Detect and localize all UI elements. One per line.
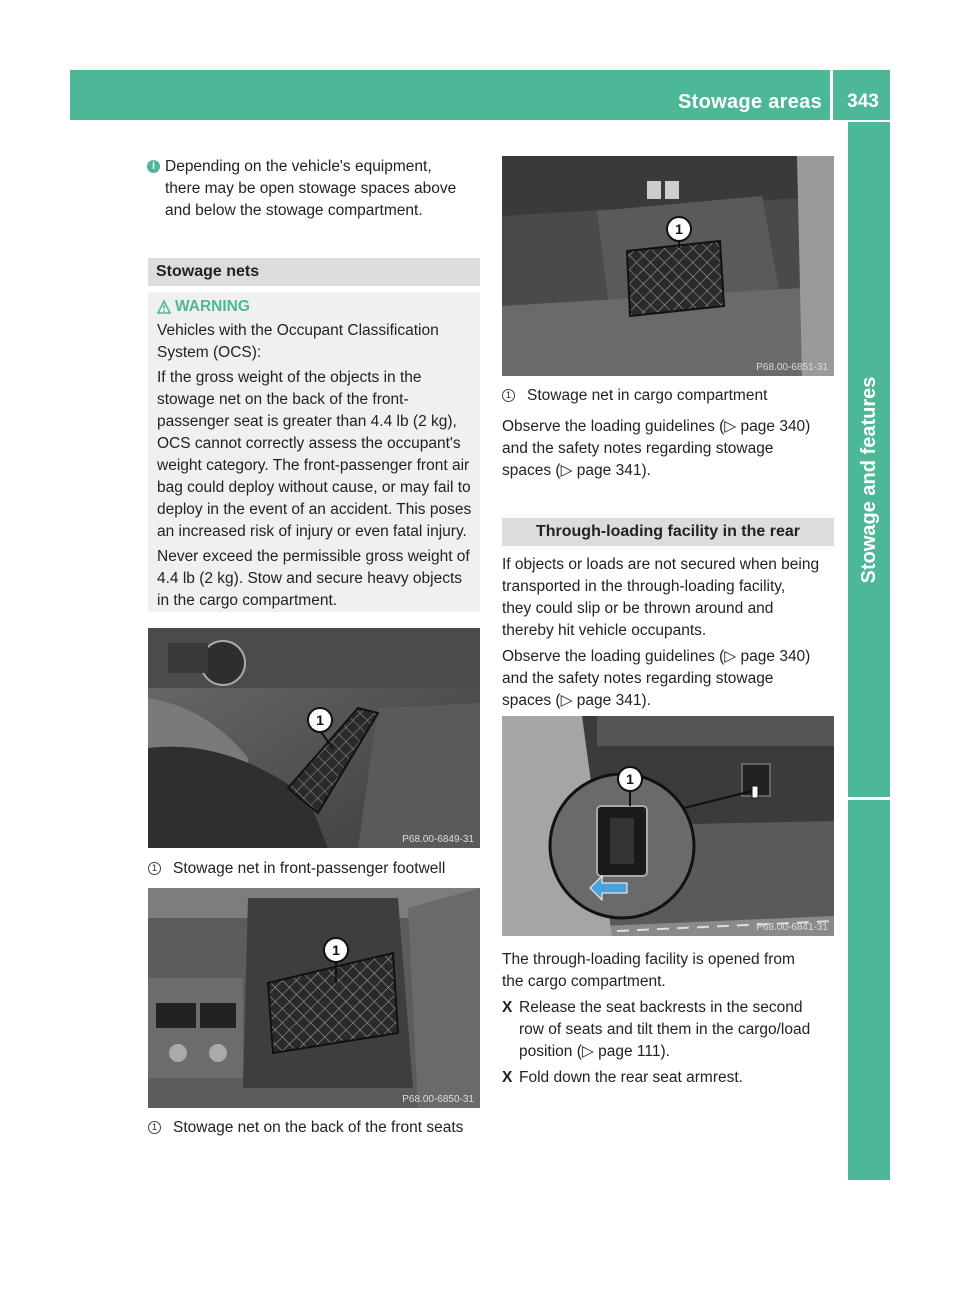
warning-line: Never exceed the permissible gross weight of [157, 548, 470, 565]
image-code: P68.00-6851-31 [756, 362, 828, 373]
warning-line: stowage net on the back of the front- [157, 391, 409, 408]
text-line: Observe the loading guidelines (▷ page 340) [502, 418, 811, 435]
text-line: transported in the through-loading facility, [502, 578, 786, 595]
instruction-step [502, 997, 834, 1063]
text-line: Observe the loading guidelines (▷ page 340) [502, 648, 811, 665]
warning-triangle-icon [157, 300, 171, 314]
warning-line: If the gross weight of the objects in the [157, 369, 422, 386]
callout-number: 1 [675, 221, 683, 237]
warning-line: passenger seat is greater than 4.4 lb (2 kg), [157, 413, 457, 430]
callout-marker: 1 [502, 389, 515, 402]
step-marker: X [502, 1069, 513, 1086]
warning-line: bag could deploy without cause, or may fail to [157, 479, 471, 496]
warning-line: System (OCS): [157, 344, 262, 361]
warning-box [148, 292, 480, 612]
warning-line: weight category. The front-passenger front air [157, 457, 470, 474]
warning-line: an increased risk of injury or even fatal injury. [157, 523, 467, 540]
text-line: thereby hit vehicle occupants. [502, 622, 707, 639]
callout-marker: 1 [148, 862, 161, 875]
section-heading-stowage-nets [148, 258, 480, 286]
section-heading-through-loading [502, 518, 834, 546]
caption-footwell [148, 858, 480, 880]
instruction-steps [502, 997, 834, 1089]
text-line: The through-loading facility is opened from [502, 951, 795, 968]
image-footwell-net [148, 628, 480, 848]
text-line: they could slip or be thrown around and [502, 600, 774, 617]
callout-number: 1 [316, 712, 324, 728]
image-seatback-net [148, 888, 480, 1108]
warning-title: WARNING [175, 298, 250, 315]
text-line: Fold down the rear seat armrest. [519, 1069, 743, 1086]
image-code: P68.00-6841-31 [756, 922, 828, 933]
text-line: and the safety notes regarding stowage [502, 670, 774, 687]
warning-line: in the cargo compartment. [157, 592, 338, 609]
page-number: 343 [847, 91, 879, 112]
callout-number: 1 [626, 771, 634, 787]
image-code: P68.00-6850-31 [402, 1094, 474, 1105]
text-line: the cargo compartment. [502, 973, 666, 990]
warning-line: OCS cannot correctly assess the occupant's [157, 435, 461, 452]
text-line: spaces (▷ page 341). [502, 692, 651, 709]
through-loading-open-para [502, 949, 834, 993]
image-cargo-net [502, 156, 834, 376]
text-line: position (▷ page 111). [519, 1043, 670, 1060]
caption-cargo-net [502, 385, 834, 407]
instruction-step [502, 1067, 834, 1089]
callout-number: 1 [332, 942, 340, 958]
header-separator [830, 70, 833, 120]
callout-marker: 1 [148, 1121, 161, 1134]
section-heading-text: Stowage nets [156, 263, 260, 280]
side-tab-label: Stowage and features [858, 376, 880, 584]
text-line: row of seats and tilt them in the cargo/load [519, 1021, 811, 1038]
warning-line: Vehicles with the Occupant Classification [157, 322, 439, 339]
image-through-loading [502, 716, 834, 936]
text-line: Release the seat backrests in the second [519, 999, 803, 1016]
loading-guidelines-para [502, 416, 834, 482]
info-note-line: Depending on the vehicle's equipment, [165, 158, 432, 175]
caption-text: Stowage net in front-passenger footwell [173, 860, 446, 877]
warning-line: 4.4 lb (2 kg). Stow and secure heavy objects [157, 570, 462, 587]
side-tab-separator [848, 797, 890, 800]
through-loading-warning-para [502, 554, 834, 712]
info-note-line: and below the stowage compartment. [165, 202, 423, 219]
caption-text: Stowage net in cargo compartment [527, 387, 768, 404]
caption-seatback [148, 1117, 480, 1139]
info-icon: i [147, 160, 160, 173]
page-title: Stowage areas [678, 91, 822, 113]
warning-line: deploy in the event of an accident. This poses [157, 501, 472, 518]
info-note [148, 156, 480, 222]
text-line: and the safety notes regarding stowage [502, 440, 774, 457]
info-note-line: there may be open stowage spaces above [165, 180, 457, 197]
text-line: spaces (▷ page 341). [502, 462, 651, 479]
caption-text: Stowage net on the back of the front seats [173, 1119, 464, 1136]
side-tab-label-box [848, 300, 890, 660]
image-code: P68.00-6849-31 [402, 834, 474, 845]
step-marker: X [502, 999, 513, 1016]
text-line: If objects or loads are not secured when being [502, 556, 820, 573]
section-heading-text: Through-loading facility in the rear [535, 523, 800, 540]
